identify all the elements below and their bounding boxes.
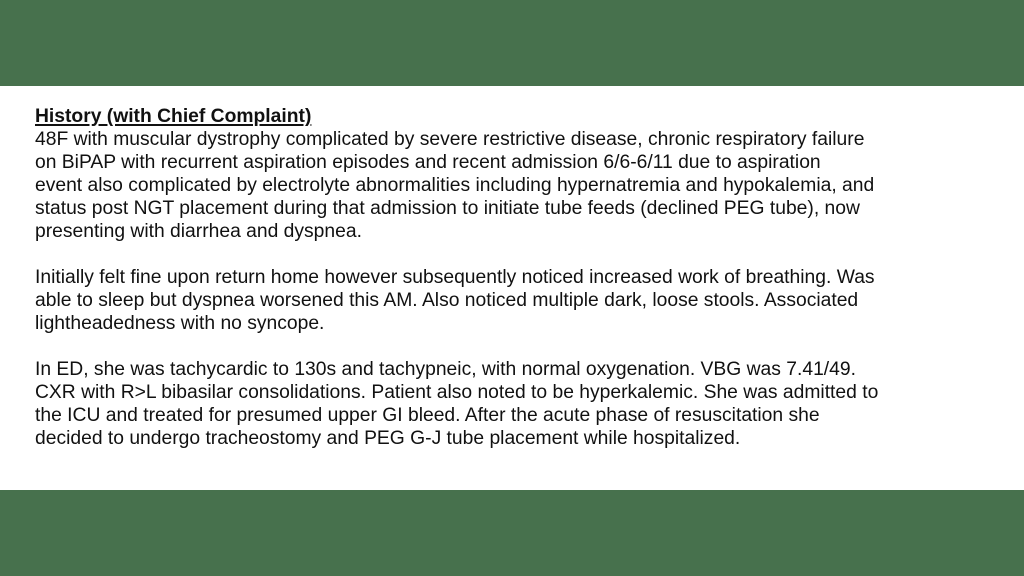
text-line: on BiPAP with recurrent aspiration episodes and recent admission 6/6-6/11 due to aspiration — [35, 152, 821, 173]
text-line: status post NGT placement during that admission to initiate tube feeds (declined PEG tube), now — [35, 198, 860, 219]
top-band — [0, 0, 1024, 86]
text-line: lightheadedness with no syncope. — [35, 313, 325, 334]
text-line: In ED, she was tachycardic to 130s and tachypneic, with normal oxygenation. VBG was 7.41/49. — [35, 359, 856, 380]
section-title: History (with Chief Complaint) — [35, 106, 312, 127]
bottom-band — [0, 490, 1024, 576]
text-line: the ICU and treated for presumed upper GI bleed. After the acute phase of resuscitation she — [35, 405, 820, 426]
text-line: able to sleep but dyspnea worsened this AM. Also noticed multiple dark, loose stools. Associated — [35, 290, 859, 311]
slide — [0, 86, 1024, 490]
text-line: presenting with diarrhea and dyspnea. — [35, 221, 362, 242]
paragraph-ed-course — [35, 358, 1020, 450]
text-line: 48F with muscular dystrophy complicated by severe restrictive disease, chronic respiratory failure — [35, 129, 865, 150]
slide-content — [35, 105, 1020, 450]
paragraph-symptoms — [35, 266, 1020, 335]
text-line: decided to undergo tracheostomy and PEG G-J tube placement while hospitalized. — [35, 428, 741, 449]
paragraph-chief-complaint — [35, 128, 1020, 243]
text-line: event also complicated by electrolyte abnormalities including hypernatremia and hypokalemia, and — [35, 175, 875, 196]
text-line: Initially felt fine upon return home however subsequently noticed increased work of breathing. Was — [35, 267, 875, 288]
text-line: CXR with R>L bibasilar consolidations. Patient also noted to be hyperkalemic. She was admitted to — [35, 382, 879, 403]
